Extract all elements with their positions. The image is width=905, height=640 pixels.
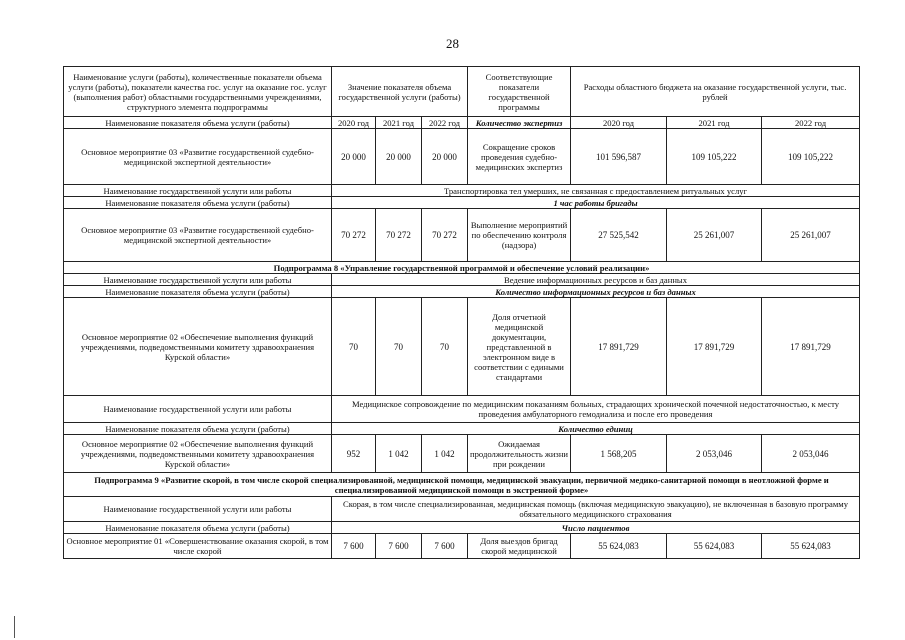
service-name-value: Ведение информационных ресурсов и баз данных <box>332 274 860 286</box>
value-2020: 20 000 <box>332 129 376 185</box>
header-col-indicators: Соответствующие показатели государственной программы <box>468 67 571 117</box>
value-2020: 70 <box>332 298 376 396</box>
service-name-value: Скорая, в том числе специализированная, медицинская помощь (включая медицинскую эвакуацию), не включенная в базовую программу обязательного медицинского страхования <box>332 497 860 522</box>
budget-2020: 101 596,587 <box>571 129 667 185</box>
table-row <box>64 286 860 298</box>
table-row <box>64 423 860 435</box>
event-name: Основное мероприятие 01 «Совершенствование оказания скорой, в том числе скорой <box>64 534 332 559</box>
margin-mark <box>14 616 15 638</box>
table-row <box>64 185 860 197</box>
value-2020: 70 272 <box>332 209 376 262</box>
indicator-name-value: Количество информационных ресурсов и баз данных <box>332 286 860 298</box>
indicator-name-label: Наименование показателя объема услуги (работы) <box>64 197 332 209</box>
header-col-name: Наименование услуги (работы), количественные показатели объема услуги (работы), показатели качества гос. услуг на оказание гос. услуг (выполнения работ) областными государственными учреждениями, структурного элемента подпрограммы <box>64 67 332 117</box>
budget-2020: 55 624,083 <box>571 534 667 559</box>
program-indicator: Доля отчетной медицинской документации, представленной в электронном виде в соответствии с едиными стандартами <box>468 298 571 396</box>
year-2022-value: 2022 год <box>422 117 468 129</box>
year-2021-budget: 2021 год <box>667 117 762 129</box>
budget-2021: 17 891,729 <box>667 298 762 396</box>
table-row <box>64 435 860 473</box>
subprogram-9-title: Подпрограмма 9 «Развитие скорой, в том числе скорой специализированной, медицинской помощи, медицинской эвакуации, первичной медико-санитарной помощи в неотложной форме и специализированной медицинской помощи в экстренной форме» <box>64 473 860 497</box>
service-name-label: Наименование государственной услуги или работы <box>64 185 332 197</box>
value-2022: 20 000 <box>422 129 468 185</box>
indicator-name-label: Наименование показателя объема услуги (работы) <box>64 522 332 534</box>
header-col-budget: Расходы областного бюджета на оказание государственной услуги, тыс. рублей <box>571 67 860 117</box>
table-row <box>64 129 860 185</box>
value-2021: 20 000 <box>376 129 422 185</box>
header-col-value: Значение показателя объема государственной услуги (работы) <box>332 67 468 117</box>
services-table <box>63 66 860 559</box>
table-row <box>64 522 860 534</box>
event-name: Основное мероприятие 02 «Обеспечение выполнения функций учреждениями, подведомственными комитету здравоохранения Курской области» <box>64 435 332 473</box>
table-row <box>64 396 860 423</box>
indicator-name-value: Количество единиц <box>332 423 860 435</box>
budget-2022: 55 624,083 <box>762 534 860 559</box>
event-name: Основное мероприятие 03 «Развитие государственной судебно-медицинской экспертной деятельности» <box>64 209 332 262</box>
value-2020: 952 <box>332 435 376 473</box>
table-row <box>64 197 860 209</box>
table-row <box>64 497 860 522</box>
budget-2020: 27 525,542 <box>571 209 667 262</box>
budget-2021: 2 053,046 <box>667 435 762 473</box>
budget-2020: 1 568,205 <box>571 435 667 473</box>
subprogram-8-title: Подпрограмма 8 «Управление государственной программой и обеспечение условий реализации» <box>64 262 860 274</box>
table-row <box>64 209 860 262</box>
indicator-name-value: 1 час работы бригады <box>332 197 860 209</box>
year-2020-value: 2020 год <box>332 117 376 129</box>
budget-2021: 55 624,083 <box>667 534 762 559</box>
budget-2022: 17 891,729 <box>762 298 860 396</box>
value-2022: 7 600 <box>422 534 468 559</box>
service-name-label: Наименование государственной услуги или работы <box>64 274 332 286</box>
budget-2022: 109 105,222 <box>762 129 860 185</box>
year-2021-value: 2021 год <box>376 117 422 129</box>
table-row <box>64 298 860 396</box>
budget-2022: 2 053,046 <box>762 435 860 473</box>
service-name-value: Медицинское сопровождение по медицинским показаниям больных, страдающих хронической почечной недостаточностью, к месту проведения амбулаторного гемодиализа и после его проведения <box>332 396 860 423</box>
service-name-label: Наименование государственной услуги или работы <box>64 396 332 423</box>
indicator-name-label: Наименование показателя объема услуги (работы) <box>64 286 332 298</box>
program-indicator: Сокращение сроков проведения судебно-медицинских экспертиз <box>468 129 571 185</box>
service-name-label: Наименование государственной услуги или работы <box>64 497 332 522</box>
value-2022: 70 <box>422 298 468 396</box>
subprogram-row <box>64 473 860 497</box>
value-2021: 1 042 <box>376 435 422 473</box>
program-indicator: Ожидаемая продолжительность жизни при рождении <box>468 435 571 473</box>
header-row <box>64 67 860 117</box>
value-2020: 7 600 <box>332 534 376 559</box>
indicator-name-label: Наименование показателя объема услуги (работы) <box>64 117 332 129</box>
year-2020-budget: 2020 год <box>571 117 667 129</box>
budget-2021: 109 105,222 <box>667 129 762 185</box>
event-name: Основное мероприятие 02 «Обеспечение выполнения функций учреждениями, подведомственными комитету здравоохранения Курской области» <box>64 298 332 396</box>
indicator-name-label: Наименование показателя объема услуги (работы) <box>64 423 332 435</box>
value-2021: 70 272 <box>376 209 422 262</box>
program-indicator: Выполнение мероприятий по обеспечению контроля (надзора) <box>468 209 571 262</box>
header-years-row <box>64 117 860 129</box>
page-number: 28 <box>446 36 459 51</box>
year-2022-budget: 2022 год <box>762 117 860 129</box>
program-indicator: Доля выездов бригад скорой медицинской <box>468 534 571 559</box>
table-row <box>64 274 860 286</box>
budget-2021: 25 261,007 <box>667 209 762 262</box>
value-2021: 70 <box>376 298 422 396</box>
budget-2022: 25 261,007 <box>762 209 860 262</box>
indicator-name-value: Число пациентов <box>332 522 860 534</box>
indicator-name-value: Количество экспертиз <box>468 117 571 129</box>
value-2022: 70 272 <box>422 209 468 262</box>
table-row <box>64 534 860 559</box>
event-name: Основное мероприятие 03 «Развитие государственной судебно-медицинской экспертной деятельности» <box>64 129 332 185</box>
value-2022: 1 042 <box>422 435 468 473</box>
subprogram-row <box>64 262 860 274</box>
value-2021: 7 600 <box>376 534 422 559</box>
service-name-value: Транспортировка тел умерших, не связанная с предоставлением ритуальных услуг <box>332 185 860 197</box>
budget-2020: 17 891,729 <box>571 298 667 396</box>
